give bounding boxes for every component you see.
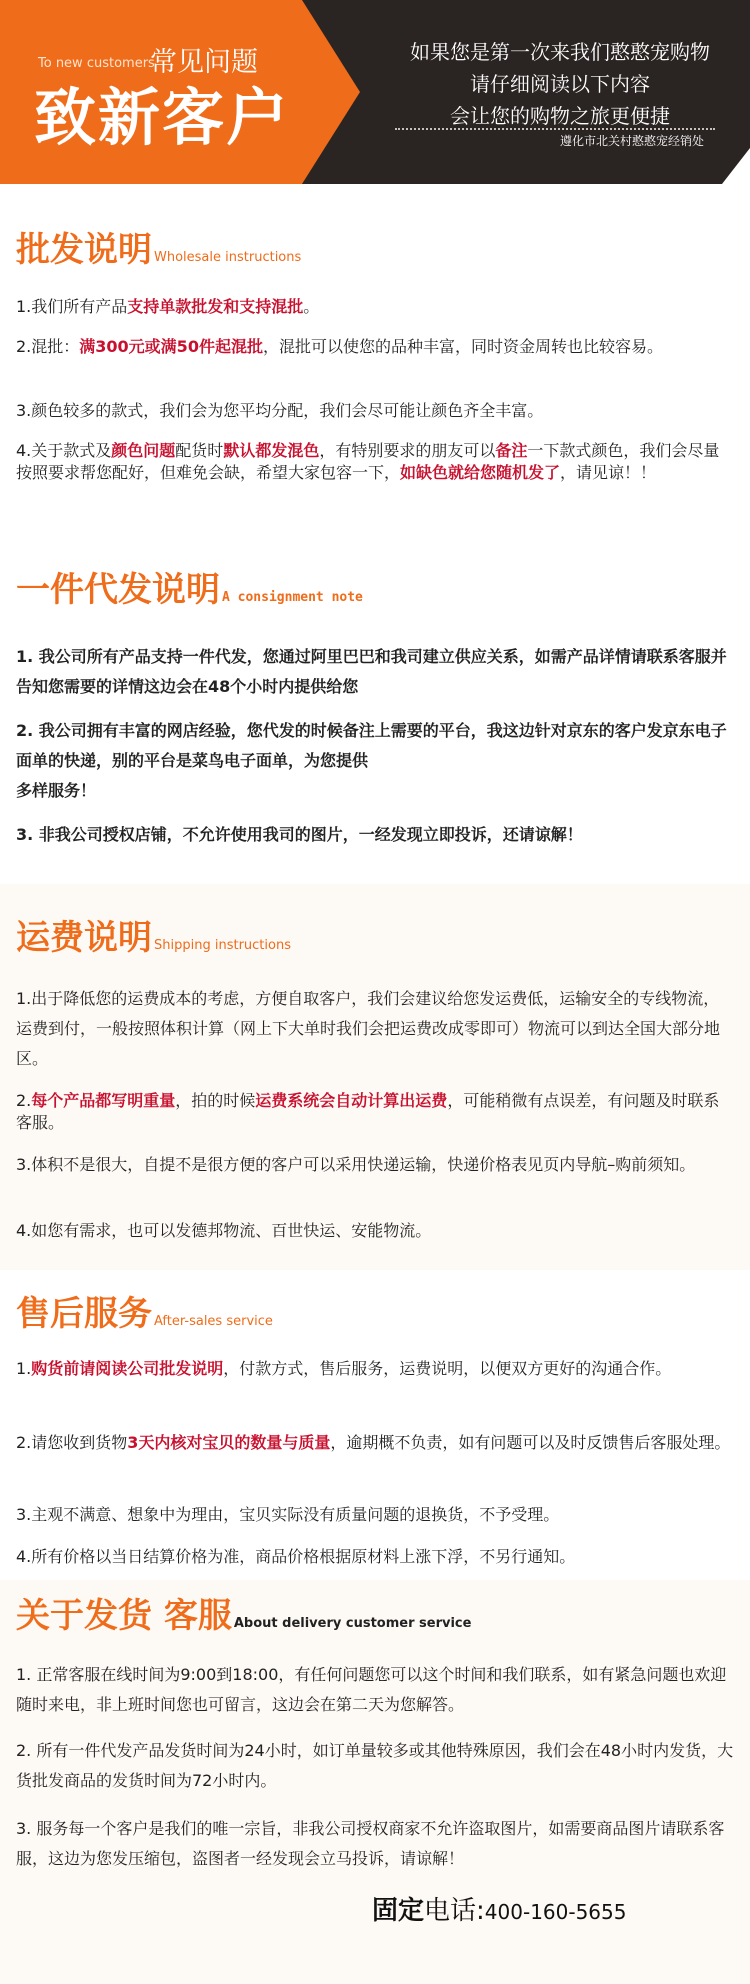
section-title-cn: 运费说明	[16, 918, 152, 958]
consign-item-2: 2. 我公司拥有丰富的网店经验，您代发的时候备注上需要的平台，我这边针对京东的客户发京东电子面单的快递，别的平台是菜鸟电子面单，为您提供	[16, 721, 727, 770]
section-title	[16, 910, 291, 959]
delivery-item-2: 2. 所有一件代发产品发货时间为24小时，如订单量较多或其他特殊原因，我们会在48小时内发货，大货批发商品的发货时间为72小时内。	[16, 1741, 734, 1790]
phone-number[interactable]: 400-160-5655	[484, 1900, 627, 1924]
section-wholesale	[0, 184, 750, 524]
section-title-cn: 批发说明	[16, 230, 152, 270]
shipping-item-1: 1.出于降低您的运费成本的考虑，方便自取客户，我们会建议给您发运费低，运输安全的专线物流，运费到付，一般按照体积计算（网上下大单时我们会把运费改成零即可）物流可以到达全国大部分地区。	[16, 989, 721, 1068]
banner-corner-triangle	[722, 148, 750, 184]
wholesale-item-1: 1.我们所有产品支持单款批发和支持混批。	[16, 297, 320, 316]
section-title	[16, 1588, 471, 1637]
wholesale-item-4: 4.关于款式及颜色问题配货时默认都发混色，有特别要求的朋友可以备注一下款式颜色，我们会尽量按照要求帮您配好，但难免会缺，希望大家包容一下，如缺色就给您随机发了，请见谅！！	[16, 441, 720, 482]
section-title-en: After-sales service	[154, 1314, 273, 1329]
section-title-cn: 一件代发说明	[16, 570, 220, 610]
aftersales-item-3: 3.主观不满意、想象中为理由，宝贝实际没有质量问题的退换货，不予受理。	[16, 1505, 560, 1524]
banner-line-3: 会让您的购物之旅更便捷	[450, 104, 670, 128]
banner-divider	[395, 128, 715, 130]
section-title-en: Shipping instructions	[154, 938, 291, 953]
section-title-en: About delivery customer service	[233, 1616, 472, 1631]
section-title-cn: 关于发货 客服	[16, 1596, 232, 1636]
consign-item-1: 1. 我公司所有产品支持一件代发，您通过阿里巴巴和我司建立供应关系，如需产品详情请联系客服并告知您需要的详情这边会在48个小时内提供给您	[16, 647, 727, 696]
wholesale-item-2: 2.混批：满300元或满50件起混批，混批可以使您的品种丰富，同时资金周转也比较容易。	[16, 337, 663, 356]
banner-line-1: 如果您是第一次来我们憨憨宠购物	[410, 40, 710, 64]
section-shipping	[0, 884, 750, 1270]
aftersales-item-1: 1.购货前请阅读公司批发说明，付款方式，售后服务，运费说明，以便双方更好的沟通合作。	[16, 1359, 672, 1378]
delivery-item-3: 3. 服务每一个客户是我们的唯一宗旨，非我公司授权商家不允许盗取图片，如需要商品图片请联系客服，这边为您发压缩包，盗图者一经发现会立马投诉，请谅解！	[16, 1819, 725, 1868]
banner-line-2: 请仔细阅读以下内容	[470, 72, 650, 96]
shipping-item-3: 3.体积不是很大，自提不是很方便的客户可以采用快递运输，快递价格表见页内导航–购前须知。	[16, 1155, 696, 1174]
phone-colon: :	[476, 1896, 485, 1926]
section-title-en: Wholesale instructions	[154, 250, 302, 265]
banner-en-tag: To new customers	[38, 56, 155, 71]
phone-contact	[372, 1890, 626, 1927]
section-title-cn: 售后服务	[16, 1294, 152, 1334]
banner-title: 致新客户	[34, 81, 291, 154]
section-title-en: A consignment note	[222, 590, 363, 605]
section-consignment	[0, 524, 750, 860]
consign-item-3: 3. 非我公司授权店铺，不允许使用我司的图片，一经发现立即投诉，还请谅解！	[16, 825, 583, 844]
phone-label-2: 电话	[424, 1896, 477, 1926]
header-banner	[0, 0, 750, 184]
section-title	[16, 1286, 273, 1335]
consign-item-2-cont: 多样服务！	[16, 781, 97, 800]
wholesale-item-3: 3.颜色较多的款式，我们会为您平均分配，我们会尽可能让颜色齐全丰富。	[16, 401, 544, 420]
banner-subtitle: 遵化市北关村憨憨宠经销处	[559, 134, 704, 148]
delivery-item-1: 1. 正常客服在线时间为9:00到18:00，有任何问题您可以这个时间和我们联系，如有紧急问题也欢迎随时来电，非上班时间您也可留言，这边会在第二天为您解答。	[16, 1665, 727, 1714]
phone-label: 固定	[372, 1896, 425, 1926]
section-title	[16, 222, 301, 271]
section-title	[16, 562, 363, 611]
shipping-item-2: 2.每个产品都写明重量，拍的时候运费系统会自动计算出运费，可能稍微有点误差，有问题及时联系客服。	[16, 1091, 720, 1132]
aftersales-item-2: 2.请您收到货物3天内核对宝贝的数量与质量，逾期概不负责，如有问题可以及时反馈售后客服处理。	[16, 1433, 731, 1452]
aftersales-item-4: 4.所有价格以当日结算价格为准，商品价格根据原材料上涨下浮，不另行通知。	[16, 1547, 576, 1566]
banner-faq: 常见问题	[150, 47, 258, 78]
section-aftersales	[0, 1270, 750, 1580]
shipping-item-4: 4.如您有需求，也可以发德邦物流、百世快运、安能物流。	[16, 1221, 432, 1240]
